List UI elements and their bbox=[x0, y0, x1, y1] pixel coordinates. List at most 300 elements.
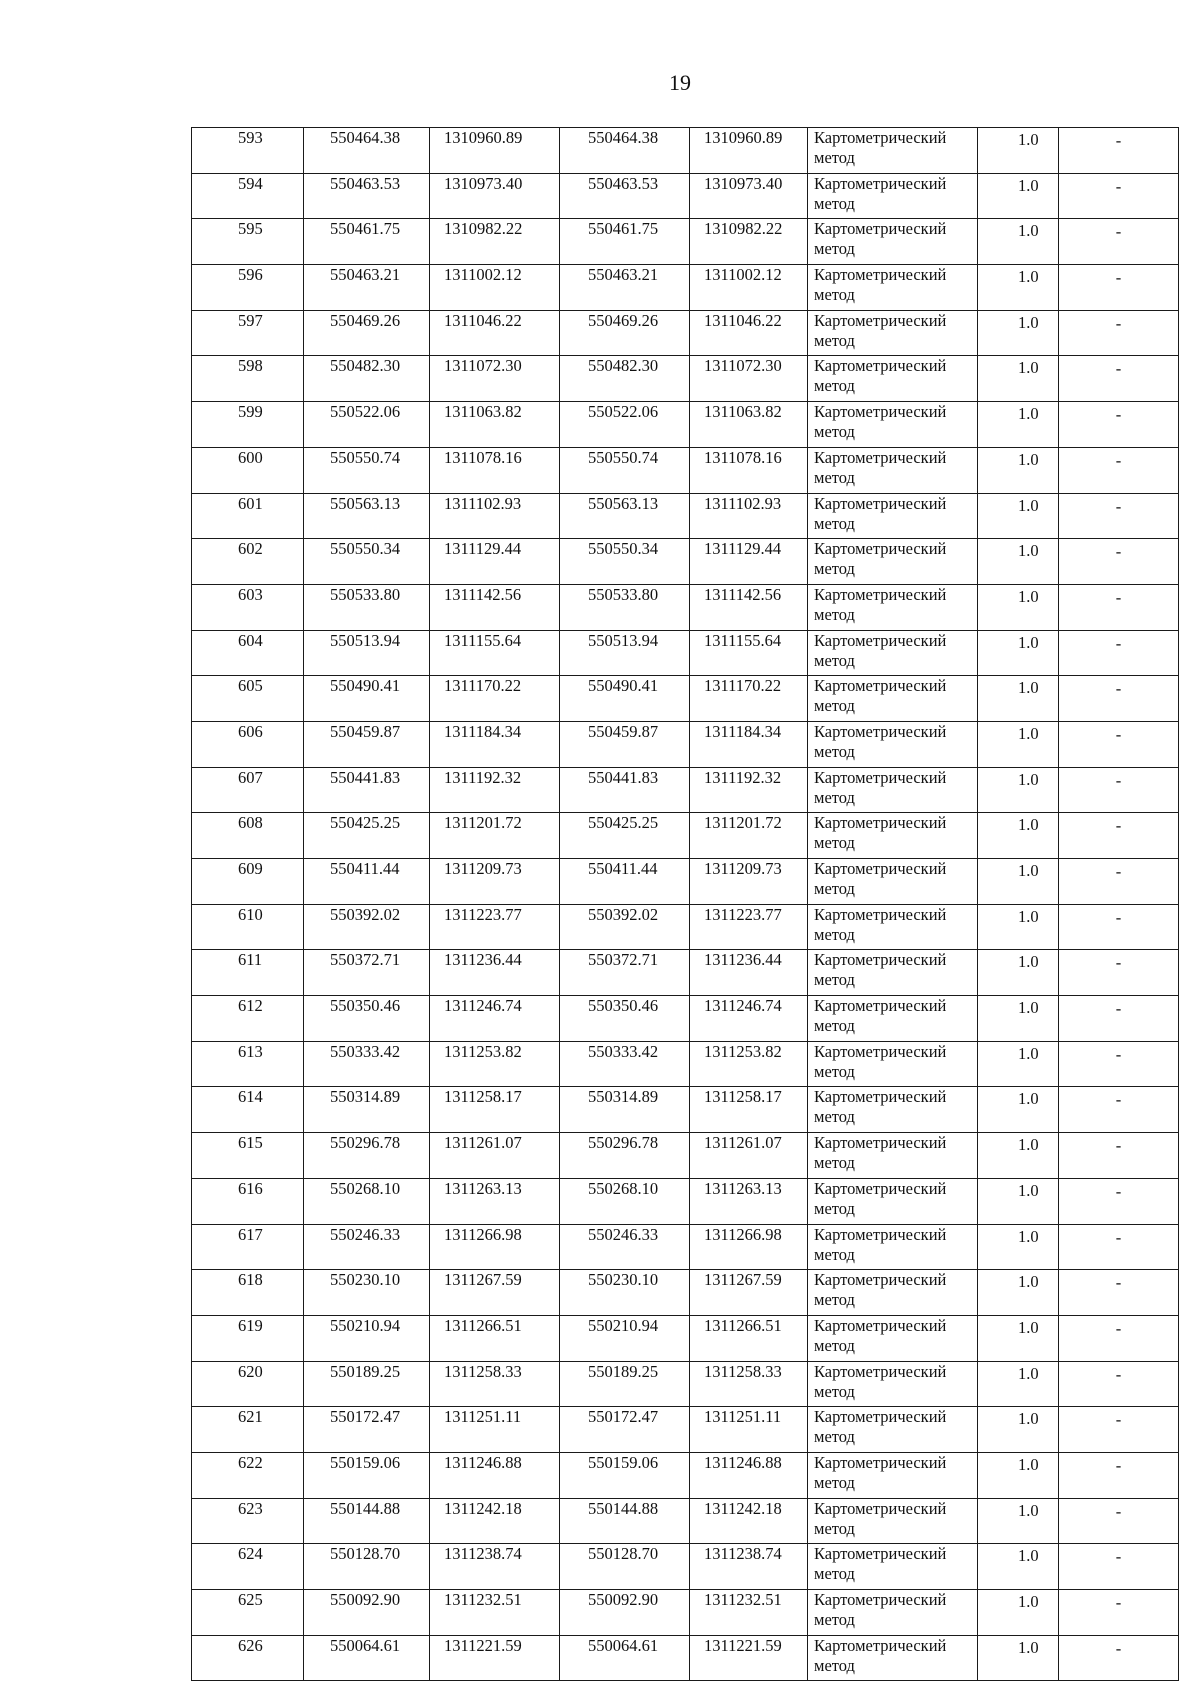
refined-x-cell: 550159.06 bbox=[560, 1452, 690, 1498]
method-cell bbox=[808, 1590, 978, 1636]
existing-x-cell: 550563.13 bbox=[304, 493, 430, 539]
method-line2: метод bbox=[814, 1655, 855, 1675]
existing-y-cell: 1311046.22 bbox=[430, 310, 560, 356]
refined-y-cell: 1310973.40 bbox=[690, 173, 808, 219]
description-cell: - bbox=[1059, 447, 1179, 493]
method-cell bbox=[808, 950, 978, 996]
refined-y-cell: 1311221.59 bbox=[690, 1635, 808, 1681]
method-line2: метод bbox=[814, 924, 855, 944]
existing-x-cell: 550210.94 bbox=[304, 1315, 430, 1361]
existing-y-cell: 1311263.13 bbox=[430, 1178, 560, 1224]
description-cell: - bbox=[1059, 1361, 1179, 1407]
accuracy-cell: 1.0 bbox=[978, 447, 1059, 493]
refined-x-cell: 550128.70 bbox=[560, 1544, 690, 1590]
point-number-cell: 618 bbox=[192, 1270, 304, 1316]
method-line2: метод bbox=[814, 239, 855, 259]
method-line1: Картометрический bbox=[814, 1452, 947, 1472]
method-line1: Картометрический bbox=[814, 676, 947, 696]
existing-x-cell: 550372.71 bbox=[304, 950, 430, 996]
existing-y-cell: 1311078.16 bbox=[430, 447, 560, 493]
method-cell bbox=[808, 265, 978, 311]
table-row bbox=[192, 813, 1179, 859]
method-line2: метод bbox=[814, 879, 855, 898]
table-row bbox=[192, 996, 1179, 1042]
description-cell: - bbox=[1059, 950, 1179, 996]
point-number-cell: 607 bbox=[192, 767, 304, 813]
method-line1: Картометрический bbox=[814, 1270, 947, 1290]
refined-x-cell: 550463.21 bbox=[560, 265, 690, 311]
table-row bbox=[192, 630, 1179, 676]
point-number-cell: 604 bbox=[192, 630, 304, 676]
refined-x-cell: 550482.30 bbox=[560, 356, 690, 402]
method-line2: метод bbox=[814, 1472, 855, 1492]
refined-y-cell: 1311258.33 bbox=[690, 1361, 808, 1407]
method-line2: метод bbox=[814, 1244, 855, 1264]
accuracy-cell: 1.0 bbox=[978, 539, 1059, 585]
description-cell: - bbox=[1059, 493, 1179, 539]
method-cell bbox=[808, 356, 978, 402]
method-cell bbox=[808, 447, 978, 493]
method-line1: Картометрический bbox=[814, 1041, 947, 1061]
refined-y-cell: 1311078.16 bbox=[690, 447, 808, 493]
refined-y-cell: 1311236.44 bbox=[690, 950, 808, 996]
accuracy-cell: 1.0 bbox=[978, 1452, 1059, 1498]
refined-y-cell: 1310960.89 bbox=[690, 128, 808, 174]
accuracy-cell: 1.0 bbox=[978, 310, 1059, 356]
method-line1: Картометрический bbox=[814, 539, 947, 559]
accuracy-cell: 1.0 bbox=[978, 1178, 1059, 1224]
method-line2: метод bbox=[814, 1107, 855, 1127]
refined-y-cell: 1311261.07 bbox=[690, 1133, 808, 1179]
refined-y-cell: 1311246.88 bbox=[690, 1452, 808, 1498]
refined-x-cell: 550469.26 bbox=[560, 310, 690, 356]
existing-y-cell: 1311129.44 bbox=[430, 539, 560, 585]
refined-y-cell: 1311246.74 bbox=[690, 996, 808, 1042]
refined-x-cell: 550441.83 bbox=[560, 767, 690, 813]
method-line1: Картометрический bbox=[814, 630, 947, 650]
table-row bbox=[192, 1178, 1179, 1224]
point-number-cell: 605 bbox=[192, 676, 304, 722]
refined-x-cell: 550563.13 bbox=[560, 493, 690, 539]
accuracy-cell: 1.0 bbox=[978, 767, 1059, 813]
existing-x-cell: 550092.90 bbox=[304, 1590, 430, 1636]
table-row bbox=[192, 1361, 1179, 1407]
method-line2: метод bbox=[814, 1427, 855, 1447]
existing-y-cell: 1311246.74 bbox=[430, 996, 560, 1042]
refined-y-cell: 1311102.93 bbox=[690, 493, 808, 539]
refined-x-cell: 550314.89 bbox=[560, 1087, 690, 1133]
method-cell bbox=[808, 219, 978, 265]
accuracy-cell: 1.0 bbox=[978, 1270, 1059, 1316]
existing-y-cell: 1311209.73 bbox=[430, 859, 560, 905]
existing-x-cell: 550350.46 bbox=[304, 996, 430, 1042]
existing-x-cell: 550314.89 bbox=[304, 1087, 430, 1133]
accuracy-cell: 1.0 bbox=[978, 173, 1059, 219]
accuracy-cell: 1.0 bbox=[978, 950, 1059, 996]
method-line2: метод bbox=[814, 285, 855, 305]
point-number-cell: 621 bbox=[192, 1407, 304, 1453]
method-cell bbox=[808, 1178, 978, 1224]
refined-y-cell: 1311232.51 bbox=[690, 1590, 808, 1636]
method-cell bbox=[808, 402, 978, 448]
refined-x-cell: 550425.25 bbox=[560, 813, 690, 859]
existing-x-cell: 550550.74 bbox=[304, 447, 430, 493]
description-cell: - bbox=[1059, 1133, 1179, 1179]
refined-y-cell: 1311201.72 bbox=[690, 813, 808, 859]
point-number-cell: 608 bbox=[192, 813, 304, 859]
existing-x-cell: 550533.80 bbox=[304, 584, 430, 630]
method-line1: Картометрический bbox=[814, 1178, 947, 1198]
method-cell bbox=[808, 721, 978, 767]
description-cell: - bbox=[1059, 1452, 1179, 1498]
existing-y-cell: 1311002.12 bbox=[430, 265, 560, 311]
refined-y-cell: 1311242.18 bbox=[690, 1498, 808, 1544]
point-number-cell: 606 bbox=[192, 721, 304, 767]
existing-x-cell: 550463.53 bbox=[304, 173, 430, 219]
description-cell: - bbox=[1059, 1270, 1179, 1316]
method-line2: метод bbox=[814, 1198, 855, 1218]
description-cell: - bbox=[1059, 219, 1179, 265]
description-cell: - bbox=[1059, 265, 1179, 311]
method-line1: Картометрический bbox=[814, 173, 947, 193]
point-number-cell: 623 bbox=[192, 1498, 304, 1544]
refined-x-cell: 550490.41 bbox=[560, 676, 690, 722]
description-cell: - bbox=[1059, 1544, 1179, 1590]
existing-x-cell: 550490.41 bbox=[304, 676, 430, 722]
existing-y-cell: 1310960.89 bbox=[430, 128, 560, 174]
method-cell bbox=[808, 584, 978, 630]
method-line2: метод bbox=[814, 787, 855, 807]
table-row bbox=[192, 1270, 1179, 1316]
method-cell bbox=[808, 1361, 978, 1407]
method-line2: метод bbox=[814, 970, 855, 990]
accuracy-cell: 1.0 bbox=[978, 813, 1059, 859]
accuracy-cell: 1.0 bbox=[978, 265, 1059, 311]
method-line1: Картометрический bbox=[814, 1498, 947, 1518]
existing-x-cell: 550469.26 bbox=[304, 310, 430, 356]
existing-y-cell: 1311261.07 bbox=[430, 1133, 560, 1179]
existing-x-cell: 550189.25 bbox=[304, 1361, 430, 1407]
description-cell: - bbox=[1059, 767, 1179, 813]
method-line2: метод bbox=[814, 650, 855, 670]
method-cell bbox=[808, 1087, 978, 1133]
coordinates-table-body bbox=[192, 128, 1179, 1681]
method-cell bbox=[808, 1315, 978, 1361]
existing-x-cell: 550461.75 bbox=[304, 219, 430, 265]
point-number-cell: 597 bbox=[192, 310, 304, 356]
description-cell: - bbox=[1059, 310, 1179, 356]
existing-x-cell: 550296.78 bbox=[304, 1133, 430, 1179]
description-cell: - bbox=[1059, 402, 1179, 448]
refined-x-cell: 550246.33 bbox=[560, 1224, 690, 1270]
refined-x-cell: 550464.38 bbox=[560, 128, 690, 174]
existing-x-cell: 550333.42 bbox=[304, 1041, 430, 1087]
table-row bbox=[192, 1544, 1179, 1590]
table-row bbox=[192, 859, 1179, 905]
method-line2: метод bbox=[814, 604, 855, 624]
accuracy-cell: 1.0 bbox=[978, 584, 1059, 630]
accuracy-cell: 1.0 bbox=[978, 493, 1059, 539]
existing-y-cell: 1311221.59 bbox=[430, 1635, 560, 1681]
existing-y-cell: 1311072.30 bbox=[430, 356, 560, 402]
description-cell: - bbox=[1059, 539, 1179, 585]
existing-y-cell: 1311258.17 bbox=[430, 1087, 560, 1133]
description-cell: - bbox=[1059, 1087, 1179, 1133]
method-cell bbox=[808, 1544, 978, 1590]
refined-x-cell: 550268.10 bbox=[560, 1178, 690, 1224]
table-row bbox=[192, 447, 1179, 493]
method-line2: метод bbox=[814, 422, 855, 442]
method-line1: Картометрический bbox=[814, 1407, 947, 1427]
method-line2: метод bbox=[814, 467, 855, 487]
refined-x-cell: 550333.42 bbox=[560, 1041, 690, 1087]
existing-y-cell: 1311266.98 bbox=[430, 1224, 560, 1270]
existing-x-cell: 550411.44 bbox=[304, 859, 430, 905]
existing-y-cell: 1311266.51 bbox=[430, 1315, 560, 1361]
method-cell bbox=[808, 813, 978, 859]
existing-y-cell: 1311223.77 bbox=[430, 904, 560, 950]
point-number-cell: 610 bbox=[192, 904, 304, 950]
accuracy-cell: 1.0 bbox=[978, 1315, 1059, 1361]
method-line1: Картометрический bbox=[814, 128, 947, 147]
existing-x-cell: 550230.10 bbox=[304, 1270, 430, 1316]
table-row bbox=[192, 1452, 1179, 1498]
method-line2: метод bbox=[814, 193, 855, 213]
point-number-cell: 615 bbox=[192, 1133, 304, 1179]
method-cell bbox=[808, 493, 978, 539]
description-cell: - bbox=[1059, 1178, 1179, 1224]
table-row bbox=[192, 767, 1179, 813]
refined-y-cell: 1311266.98 bbox=[690, 1224, 808, 1270]
method-line1: Картометрический bbox=[814, 402, 947, 422]
method-line1: Картометрический bbox=[814, 1133, 947, 1153]
method-line2: метод bbox=[814, 1381, 855, 1401]
point-number-cell: 609 bbox=[192, 859, 304, 905]
table-row bbox=[192, 402, 1179, 448]
existing-y-cell: 1311192.32 bbox=[430, 767, 560, 813]
method-cell bbox=[808, 1041, 978, 1087]
method-cell bbox=[808, 539, 978, 585]
existing-x-cell: 550463.21 bbox=[304, 265, 430, 311]
refined-x-cell: 550172.47 bbox=[560, 1407, 690, 1453]
accuracy-cell: 1.0 bbox=[978, 356, 1059, 402]
table-row bbox=[192, 1315, 1179, 1361]
existing-x-cell: 550513.94 bbox=[304, 630, 430, 676]
existing-x-cell: 550441.83 bbox=[304, 767, 430, 813]
point-number-cell: 595 bbox=[192, 219, 304, 265]
description-cell: - bbox=[1059, 630, 1179, 676]
method-line2: метод bbox=[814, 1610, 855, 1629]
method-cell bbox=[808, 1635, 978, 1681]
existing-y-cell: 1311063.82 bbox=[430, 402, 560, 448]
point-number-cell: 612 bbox=[192, 996, 304, 1042]
point-number-cell: 617 bbox=[192, 1224, 304, 1270]
existing-y-cell: 1311238.74 bbox=[430, 1544, 560, 1590]
refined-y-cell: 1311063.82 bbox=[690, 402, 808, 448]
method-line1: Картометрический bbox=[814, 1544, 947, 1564]
existing-x-cell: 550268.10 bbox=[304, 1178, 430, 1224]
table-row bbox=[192, 356, 1179, 402]
method-line1: Картометрический bbox=[814, 950, 947, 970]
existing-x-cell: 550246.33 bbox=[304, 1224, 430, 1270]
accuracy-cell: 1.0 bbox=[978, 1041, 1059, 1087]
accuracy-cell: 1.0 bbox=[978, 1544, 1059, 1590]
refined-x-cell: 550461.75 bbox=[560, 219, 690, 265]
method-line2: метод bbox=[814, 833, 855, 853]
refined-x-cell: 550296.78 bbox=[560, 1133, 690, 1179]
method-cell bbox=[808, 904, 978, 950]
refined-x-cell: 550392.02 bbox=[560, 904, 690, 950]
method-line1: Картометрический bbox=[814, 493, 947, 513]
table-row bbox=[192, 1087, 1179, 1133]
point-number-cell: 594 bbox=[192, 173, 304, 219]
refined-y-cell: 1311223.77 bbox=[690, 904, 808, 950]
table-row bbox=[192, 1041, 1179, 1087]
existing-y-cell: 1311155.64 bbox=[430, 630, 560, 676]
description-cell: - bbox=[1059, 1041, 1179, 1087]
method-line1: Картометрический bbox=[814, 1590, 947, 1609]
method-cell bbox=[808, 767, 978, 813]
point-number-cell: 620 bbox=[192, 1361, 304, 1407]
existing-x-cell: 550128.70 bbox=[304, 1544, 430, 1590]
point-number-cell: 616 bbox=[192, 1178, 304, 1224]
method-line1: Картометрический bbox=[814, 767, 947, 787]
refined-x-cell: 550210.94 bbox=[560, 1315, 690, 1361]
description-cell: - bbox=[1059, 1224, 1179, 1270]
method-line2: метод bbox=[814, 330, 855, 350]
accuracy-cell: 1.0 bbox=[978, 1133, 1059, 1179]
refined-x-cell: 550230.10 bbox=[560, 1270, 690, 1316]
refined-x-cell: 550459.87 bbox=[560, 721, 690, 767]
accuracy-cell: 1.0 bbox=[978, 904, 1059, 950]
coordinates-table bbox=[191, 127, 1179, 1681]
accuracy-cell: 1.0 bbox=[978, 1361, 1059, 1407]
method-cell bbox=[808, 1498, 978, 1544]
accuracy-cell: 1.0 bbox=[978, 721, 1059, 767]
description-cell: - bbox=[1059, 859, 1179, 905]
method-line2: метод bbox=[814, 1335, 855, 1355]
method-cell bbox=[808, 310, 978, 356]
method-line2: метод bbox=[814, 696, 855, 716]
existing-x-cell: 550482.30 bbox=[304, 356, 430, 402]
method-cell bbox=[808, 128, 978, 174]
description-cell: - bbox=[1059, 356, 1179, 402]
refined-y-cell: 1311142.56 bbox=[690, 584, 808, 630]
method-cell bbox=[808, 1407, 978, 1453]
point-number-cell: 613 bbox=[192, 1041, 304, 1087]
refined-y-cell: 1311072.30 bbox=[690, 356, 808, 402]
method-cell bbox=[808, 859, 978, 905]
point-number-cell: 600 bbox=[192, 447, 304, 493]
refined-x-cell: 550513.94 bbox=[560, 630, 690, 676]
method-line2: метод bbox=[814, 1518, 855, 1538]
method-line1: Картометрический bbox=[814, 584, 947, 604]
method-line1: Картометрический bbox=[814, 996, 947, 1016]
refined-y-cell: 1311129.44 bbox=[690, 539, 808, 585]
method-line2: метод bbox=[814, 1016, 855, 1036]
point-number-cell: 626 bbox=[192, 1635, 304, 1681]
method-line2: метод bbox=[814, 1564, 855, 1584]
refined-y-cell: 1311266.51 bbox=[690, 1315, 808, 1361]
existing-x-cell: 550392.02 bbox=[304, 904, 430, 950]
refined-x-cell: 550463.53 bbox=[560, 173, 690, 219]
method-cell bbox=[808, 996, 978, 1042]
existing-y-cell: 1311201.72 bbox=[430, 813, 560, 859]
method-cell bbox=[808, 676, 978, 722]
refined-y-cell: 1311170.22 bbox=[690, 676, 808, 722]
point-number-cell: 598 bbox=[192, 356, 304, 402]
table-row bbox=[192, 1590, 1179, 1636]
existing-y-cell: 1311242.18 bbox=[430, 1498, 560, 1544]
refined-y-cell: 1310982.22 bbox=[690, 219, 808, 265]
existing-y-cell: 1311253.82 bbox=[430, 1041, 560, 1087]
table-row bbox=[192, 265, 1179, 311]
existing-x-cell: 550550.34 bbox=[304, 539, 430, 585]
method-line1: Картометрический bbox=[814, 265, 947, 285]
description-cell: - bbox=[1059, 584, 1179, 630]
refined-y-cell: 1311263.13 bbox=[690, 1178, 808, 1224]
accuracy-cell: 1.0 bbox=[978, 219, 1059, 265]
existing-y-cell: 1311258.33 bbox=[430, 1361, 560, 1407]
refined-x-cell: 550522.06 bbox=[560, 402, 690, 448]
description-cell: - bbox=[1059, 173, 1179, 219]
existing-y-cell: 1311232.51 bbox=[430, 1590, 560, 1636]
existing-x-cell: 550159.06 bbox=[304, 1452, 430, 1498]
existing-x-cell: 550172.47 bbox=[304, 1407, 430, 1453]
method-cell bbox=[808, 1224, 978, 1270]
method-line2: метод bbox=[814, 1153, 855, 1173]
accuracy-cell: 1.0 bbox=[978, 128, 1059, 174]
point-number-cell: 614 bbox=[192, 1087, 304, 1133]
method-line2: метод bbox=[814, 376, 855, 396]
refined-y-cell: 1311267.59 bbox=[690, 1270, 808, 1316]
method-cell bbox=[808, 630, 978, 676]
point-number-cell: 619 bbox=[192, 1315, 304, 1361]
accuracy-cell: 1.0 bbox=[978, 676, 1059, 722]
table-row bbox=[192, 310, 1179, 356]
refined-y-cell: 1311209.73 bbox=[690, 859, 808, 905]
point-number-cell: 625 bbox=[192, 1590, 304, 1636]
point-number-cell: 596 bbox=[192, 265, 304, 311]
method-cell bbox=[808, 1133, 978, 1179]
existing-x-cell: 550459.87 bbox=[304, 721, 430, 767]
refined-y-cell: 1311192.32 bbox=[690, 767, 808, 813]
table-row bbox=[192, 584, 1179, 630]
accuracy-cell: 1.0 bbox=[978, 630, 1059, 676]
method-line1: Картометрический bbox=[814, 447, 947, 467]
existing-y-cell: 1311267.59 bbox=[430, 1270, 560, 1316]
description-cell: - bbox=[1059, 676, 1179, 722]
existing-y-cell: 1311236.44 bbox=[430, 950, 560, 996]
refined-y-cell: 1311155.64 bbox=[690, 630, 808, 676]
existing-y-cell: 1311142.56 bbox=[430, 584, 560, 630]
refined-x-cell: 550533.80 bbox=[560, 584, 690, 630]
refined-x-cell: 550189.25 bbox=[560, 1361, 690, 1407]
table-row bbox=[192, 173, 1179, 219]
point-number-cell: 593 bbox=[192, 128, 304, 174]
accuracy-cell: 1.0 bbox=[978, 996, 1059, 1042]
method-line1: Картометрический bbox=[814, 1224, 947, 1244]
description-cell: - bbox=[1059, 1407, 1179, 1453]
accuracy-cell: 1.0 bbox=[978, 1498, 1059, 1544]
accuracy-cell: 1.0 bbox=[978, 1224, 1059, 1270]
table-row bbox=[192, 128, 1179, 174]
accuracy-cell: 1.0 bbox=[978, 1635, 1059, 1681]
table-row bbox=[192, 904, 1179, 950]
refined-y-cell: 1311251.11 bbox=[690, 1407, 808, 1453]
existing-x-cell: 550522.06 bbox=[304, 402, 430, 448]
description-cell: - bbox=[1059, 1315, 1179, 1361]
